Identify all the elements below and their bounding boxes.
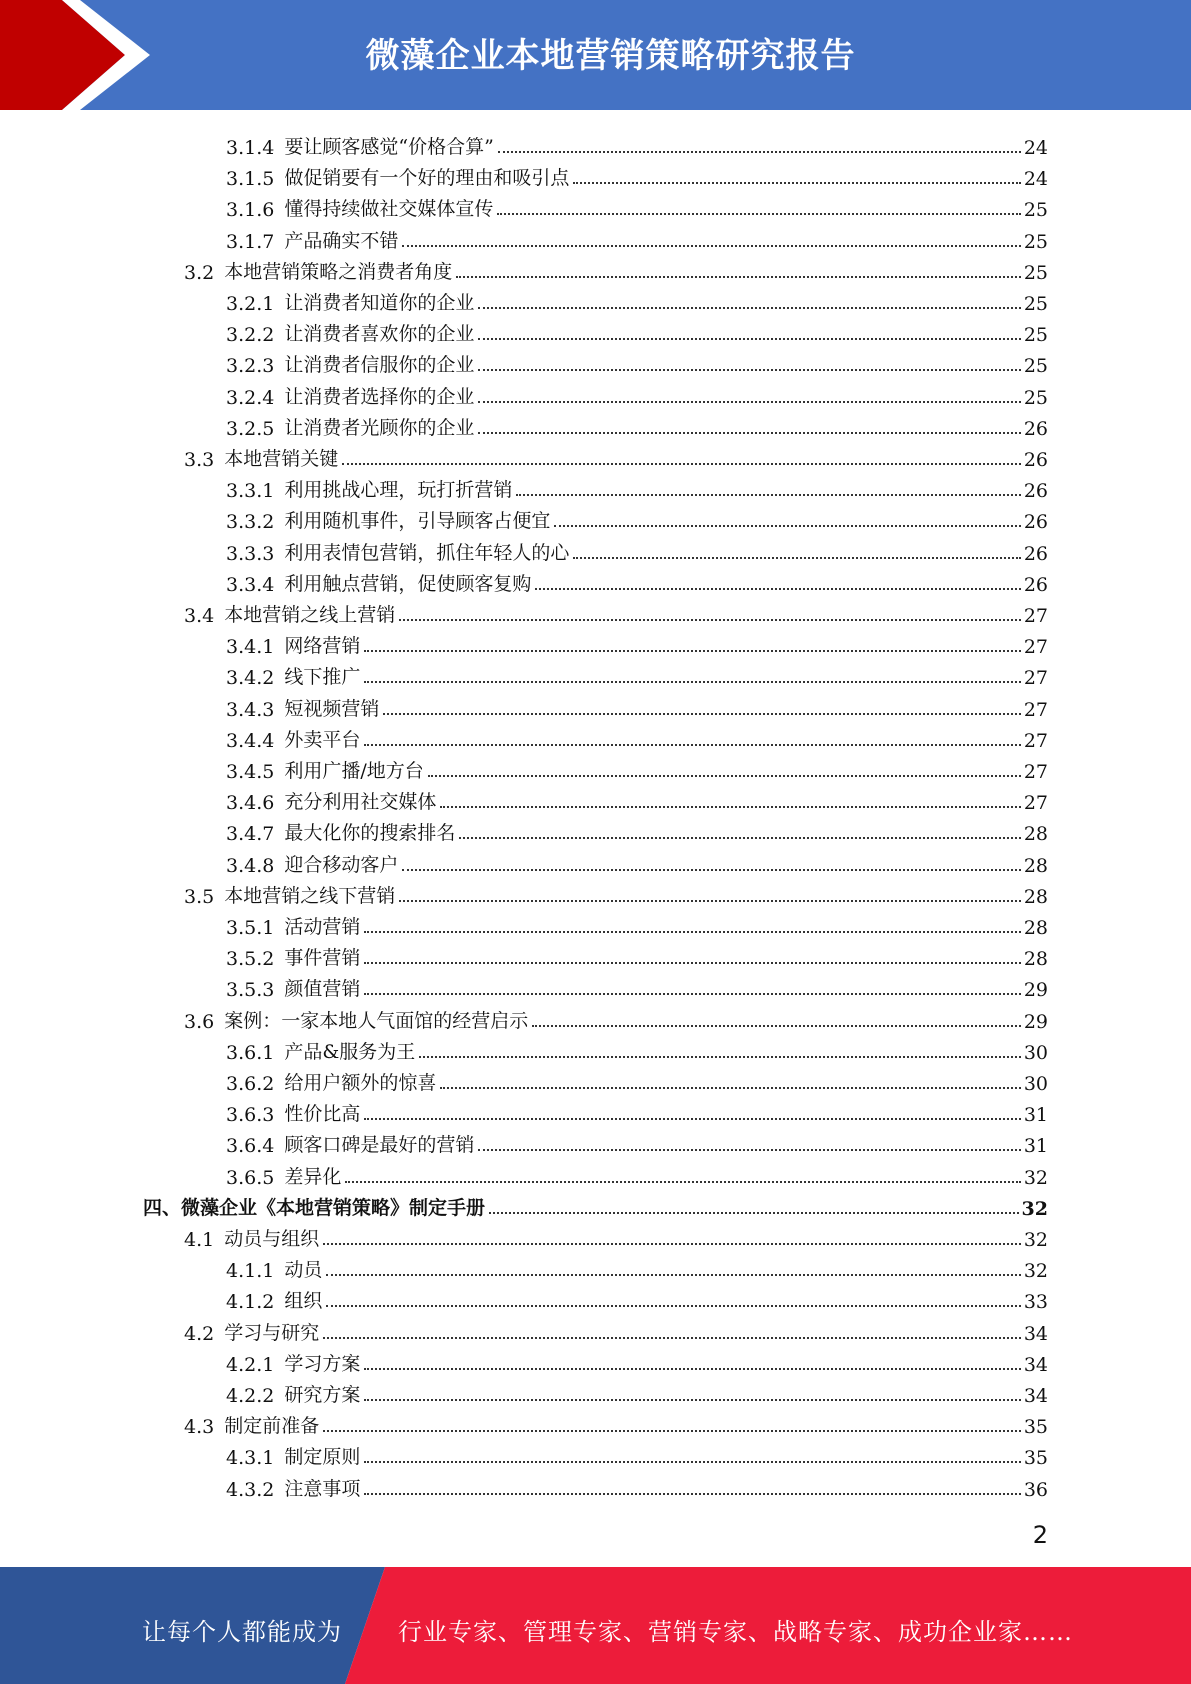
toc-entry[interactable] [226, 534, 1048, 565]
toc-entry-page: 25 [1023, 355, 1048, 378]
toc-entry-page: 26 [1023, 573, 1048, 596]
toc-entry-number: 3.6.5 [226, 1166, 275, 1189]
toc-entry-number: 4.2 [184, 1322, 215, 1345]
toc-entry[interactable] [226, 1158, 1048, 1189]
toc-entry-page: 26 [1023, 417, 1048, 440]
toc-entry-number: 4.2.1 [226, 1353, 275, 1376]
toc-dot-leader [326, 1274, 1020, 1276]
toc-entry-page: 27 [1023, 636, 1048, 659]
toc-entry-title: 动员与组织 [224, 1228, 320, 1250]
toc-entry-page: 31 [1023, 1104, 1048, 1127]
toc-entry[interactable] [184, 1407, 1048, 1438]
toc-dot-leader [364, 744, 1020, 746]
toc-entry-number: 3.4.4 [226, 729, 275, 752]
toc-entry[interactable] [184, 253, 1048, 284]
toc-entry[interactable] [226, 284, 1048, 315]
toc-entry-number: 4.2.2 [226, 1385, 275, 1407]
toc-dot-leader [573, 557, 1020, 559]
toc-dot-leader [489, 1212, 1019, 1214]
toc-entry[interactable] [226, 128, 1048, 159]
toc-entry-page: 36 [1023, 1478, 1048, 1501]
toc-entry-number: 3.5.3 [226, 979, 275, 1002]
toc-entry-number: 4.1.1 [226, 1260, 275, 1283]
toc-dot-leader [478, 369, 1020, 371]
toc-dot-leader [323, 1430, 1021, 1432]
toc-dot-leader [399, 900, 1021, 902]
toc-entry-number: 3.4 [184, 605, 215, 627]
toc-dot-leader [554, 525, 1020, 527]
toc-entry-page: 27 [1023, 761, 1048, 783]
toc-entry[interactable] [226, 908, 1048, 939]
toc-entry-title: 学习与研究 [224, 1321, 320, 1344]
toc-entry[interactable] [226, 1251, 1048, 1282]
toc-entry[interactable] [226, 1470, 1048, 1501]
toc-entry-title: 产品确实不错 [284, 229, 399, 252]
toc-entry-title: 性价比高 [284, 1103, 361, 1126]
toc-entry-page: 30 [1023, 1073, 1048, 1095]
toc-entry-number: 4.3 [184, 1416, 215, 1439]
toc-entry[interactable] [226, 690, 1048, 721]
toc-entry-title: 本地营销之线下营销 [224, 884, 396, 907]
toc-entry-page: 26 [1023, 511, 1048, 534]
toc-entry-title: 充分利用社交媒体 [284, 791, 437, 814]
toc-entry[interactable] [226, 1126, 1048, 1157]
toc-entry-title: 外卖平台 [284, 728, 361, 751]
toc-entry-number: 3.1.4 [226, 137, 275, 159]
toc-entry-title: 颜值营销 [284, 978, 361, 1001]
toc-entry-title: 组织 [284, 1290, 323, 1313]
toc-entry-number: 3.6.4 [226, 1135, 275, 1158]
toc-entry[interactable] [143, 1189, 1048, 1220]
toc-entry-title: 给用户额外的惊喜 [284, 1072, 437, 1094]
toc-entry-page: 32 [1023, 1260, 1048, 1283]
toc-entry-page: 26 [1023, 480, 1048, 503]
toc-entry[interactable] [226, 814, 1048, 845]
toc-dot-leader [383, 713, 1020, 715]
toc-entry-number: 3.4.1 [226, 636, 275, 659]
toc-entry[interactable] [184, 440, 1048, 471]
toc-entry-page: 31 [1023, 1135, 1048, 1158]
toc-entry-page: 32 [1021, 1197, 1048, 1220]
toc-entry[interactable] [226, 471, 1048, 502]
toc-entry[interactable] [226, 346, 1048, 377]
toc-entry-number: 3.3.1 [226, 480, 275, 503]
toc-dot-leader [364, 1368, 1020, 1370]
toc-entry-title: 四、微藻企业《本地营销策略》制定手册 [143, 1196, 486, 1219]
toc-entry[interactable] [226, 1033, 1048, 1064]
toc-entry[interactable] [226, 502, 1048, 533]
toc-dot-leader [456, 276, 1021, 278]
toc-entry-number: 3.1.5 [226, 168, 275, 191]
toc-dot-leader [440, 1087, 1020, 1089]
toc-entry-number: 3.4.3 [226, 698, 275, 721]
toc-entry-title: 制定原则 [284, 1446, 361, 1469]
toc-entry[interactable] [226, 565, 1048, 596]
toc-entry-title: 利用挑战心理，玩打折营销 [284, 479, 513, 502]
toc-entry-page: 27 [1023, 792, 1048, 815]
toc-entry[interactable] [226, 190, 1048, 221]
toc-dot-leader [478, 401, 1020, 403]
toc-entry-number: 3.5.2 [226, 948, 275, 971]
toc-entry[interactable] [226, 378, 1048, 409]
toc-entry-page: 28 [1023, 885, 1048, 908]
toc-dot-leader [323, 1243, 1021, 1245]
toc-dot-leader [440, 806, 1020, 808]
toc-entry[interactable] [226, 1064, 1048, 1095]
toc-entry-page: 25 [1023, 261, 1048, 284]
footer-slogan-right: 行业专家、管理专家、营销专家、战略专家、成功企业家…… [398, 1618, 1073, 1646]
footer-slogan-left: 让每个人都能成为 [142, 1618, 342, 1646]
toc-entry-title: 本地营销策略之消费者角度 [224, 260, 453, 283]
toc-dot-leader [323, 1337, 1021, 1339]
toc-entry-title: 动员 [284, 1259, 323, 1282]
toc-dot-leader [364, 1118, 1020, 1120]
toc-entry[interactable] [184, 1314, 1048, 1345]
toc-entry-page: 28 [1023, 854, 1048, 877]
toc-entry-number: 3.3.3 [226, 542, 275, 565]
toc-entry-page: 25 [1023, 386, 1048, 409]
toc-entry-page: 34 [1023, 1353, 1048, 1376]
toc-entry[interactable] [226, 970, 1048, 1001]
toc-entry-page: 25 [1023, 293, 1048, 315]
toc-entry[interactable] [226, 627, 1048, 658]
toc-entry[interactable] [226, 1376, 1048, 1407]
toc-entry-number: 3.6 [184, 1010, 215, 1033]
toc-entry-page: 27 [1023, 729, 1048, 752]
toc-entry-title: 本地营销关键 [224, 448, 339, 470]
toc-entry-page: 32 [1023, 1229, 1048, 1251]
toc-entry-number: 3.6.1 [226, 1041, 275, 1064]
toc-dot-leader [364, 1493, 1020, 1495]
toc-entry[interactable] [226, 783, 1048, 814]
toc-entry-title: 让消费者信服你的企业 [284, 354, 475, 377]
toc-entry-title: 注意事项 [284, 1477, 361, 1500]
toc-entry-page: 26 [1023, 542, 1048, 565]
toc-entry-title: 最大化你的搜索排名 [284, 822, 456, 845]
toc-entry-title: 线下推广 [284, 666, 361, 689]
toc-entry-page: 30 [1023, 1041, 1048, 1064]
toc-entry[interactable] [226, 1095, 1048, 1126]
toc-dot-leader [345, 1181, 1020, 1183]
toc-dot-leader [364, 681, 1020, 683]
toc-dot-leader [535, 588, 1020, 590]
toc-entry-number: 3.2.1 [226, 293, 275, 315]
toc-entry-title: 迎合移动客户 [284, 853, 399, 876]
toc-entry-page: 35 [1023, 1416, 1048, 1439]
toc-entry[interactable] [226, 752, 1048, 783]
toc-entry-number: 3.2.4 [226, 386, 275, 409]
toc-entry-page: 27 [1023, 605, 1048, 627]
toc-dot-leader [364, 1399, 1020, 1401]
toc-entry-title: 懂得持续做社交媒体宣传 [284, 198, 494, 221]
toc-entry-page: 34 [1023, 1322, 1048, 1345]
toc-entry-page: 25 [1023, 199, 1048, 222]
toc-entry-title: 做促销要有一个好的理由和吸引点 [284, 167, 570, 190]
toc-entry-number: 3.3 [184, 449, 215, 471]
toc-dot-leader [326, 1305, 1020, 1307]
toc-entry[interactable] [226, 658, 1048, 689]
toc-entry-number: 3.5 [184, 885, 215, 908]
toc-entry-page: 32 [1023, 1166, 1048, 1189]
page-footer [0, 1567, 1191, 1684]
toc-entry-title: 利用随机事件，引导顾客占便宜 [284, 510, 551, 533]
toc-entry-page: 27 [1023, 667, 1048, 690]
toc-dot-leader [478, 1149, 1020, 1151]
toc-entry[interactable] [226, 315, 1048, 346]
toc-entry-page: 28 [1023, 917, 1048, 939]
toc-entry[interactable] [184, 1002, 1048, 1033]
toc-entry-title: 事件营销 [284, 947, 361, 970]
toc-dot-leader [497, 213, 1020, 215]
toc-entry[interactable] [226, 846, 1048, 877]
toc-entry[interactable] [184, 1220, 1048, 1251]
toc-entry-page: 35 [1023, 1447, 1048, 1470]
toc-entry[interactable] [226, 159, 1048, 190]
toc-entry-title: 活动营销 [284, 916, 361, 938]
toc-entry-title: 利用触点营销，促使顾客复购 [284, 572, 532, 595]
toc-dot-leader [364, 962, 1020, 964]
toc-entry-title: 案例：一家本地人气面馆的经营启示 [224, 1009, 529, 1032]
toc-entry-number: 3.2.3 [226, 355, 275, 378]
toc-entry-number: 3.4.2 [226, 667, 275, 690]
toc-entry-title: 让消费者喜欢你的企业 [284, 323, 475, 346]
toc-entry-page: 24 [1023, 137, 1048, 159]
toc-entry-title: 网络营销 [284, 635, 361, 658]
toc-entry-page: 25 [1023, 230, 1048, 253]
toc-entry-title: 短视频营销 [284, 697, 380, 720]
toc-entry-page: 27 [1023, 698, 1048, 721]
toc-entry-number: 3.1.7 [226, 230, 275, 253]
toc-entry-number: 3.2.2 [226, 324, 275, 347]
toc-entry-title: 差异化 [284, 1165, 342, 1188]
toc-entry-number: 4.1.2 [226, 1291, 275, 1314]
toc-entry[interactable] [184, 877, 1048, 908]
toc-entry-number: 3.5.1 [226, 917, 275, 939]
toc-entry-number: 3.4.7 [226, 823, 275, 846]
toc-entry[interactable] [226, 1438, 1048, 1469]
toc-entry-number: 4.3.2 [226, 1478, 275, 1501]
toc-entry-number: 3.2.5 [226, 417, 275, 440]
toc-entry[interactable] [226, 1282, 1048, 1313]
toc-dot-leader [516, 494, 1020, 496]
toc-dot-leader [478, 338, 1020, 340]
toc-entry-title: 利用表情包营销，抓住年轻人的心 [284, 541, 570, 564]
toc-entry-title: 要让顾客感觉“价格合算” [284, 136, 494, 158]
toc-entry[interactable] [226, 1345, 1048, 1376]
toc-entry-number: 3.3.2 [226, 511, 275, 534]
toc-entry-title: 产品&服务为王 [284, 1040, 416, 1063]
toc-entry-page: 33 [1023, 1291, 1048, 1314]
toc-dot-leader [428, 775, 1021, 777]
toc-entry[interactable] [226, 409, 1048, 440]
toc-dot-leader [459, 837, 1020, 839]
toc-entry-title: 本地营销之线上营销 [224, 604, 396, 626]
toc-entry-page: 25 [1023, 324, 1048, 347]
page-header [0, 0, 1191, 110]
toc-entry-number: 3.4.6 [226, 792, 275, 815]
toc-entry-title: 研究方案 [284, 1384, 361, 1406]
document-title: 微藻企业本地营销策略研究报告 [365, 36, 856, 76]
toc-entry-page: 26 [1023, 449, 1048, 471]
toc-dot-leader [399, 619, 1021, 621]
toc-entry-title: 让消费者光顾你的企业 [284, 416, 475, 439]
toc-entry-page: 28 [1023, 823, 1048, 846]
toc-dot-leader [364, 650, 1020, 652]
toc-dot-leader [402, 245, 1020, 247]
toc-entry-page: 29 [1023, 979, 1048, 1002]
toc-entry-number: 3.6.2 [226, 1073, 275, 1095]
toc-entry-number: 3.1.6 [226, 199, 275, 222]
toc-entry-number: 3.2 [184, 261, 215, 284]
toc-entry-page: 28 [1023, 948, 1048, 971]
toc-dot-leader [364, 931, 1020, 933]
toc-entry-page: 29 [1023, 1010, 1048, 1033]
toc-dot-leader [364, 1461, 1020, 1463]
toc-entry-number: 4.1 [184, 1229, 215, 1251]
toc-dot-leader [478, 432, 1020, 434]
toc-entry-title: 让消费者选择你的企业 [284, 385, 475, 408]
toc-entry-number: 3.4.8 [226, 854, 275, 877]
toc-entry-number: 3.3.4 [226, 573, 275, 596]
toc-entry-title: 顾客口碑是最好的营销 [284, 1134, 475, 1157]
toc-entry[interactable] [226, 939, 1048, 970]
toc-entry-number: 4.3.1 [226, 1447, 275, 1470]
toc-entry-number: 3.6.3 [226, 1104, 275, 1127]
toc-entry-page: 34 [1023, 1385, 1048, 1407]
toc-entry[interactable] [184, 596, 1048, 627]
toc-dot-leader [532, 1025, 1021, 1027]
toc-dot-leader [478, 307, 1020, 309]
toc-dot-leader [342, 463, 1021, 465]
toc-dot-leader [498, 151, 1021, 153]
page-number: 2 [1032, 1521, 1048, 1549]
toc-dot-leader [402, 869, 1020, 871]
toc-entry-title: 利用广播/地方台 [284, 760, 424, 782]
toc-entry-title: 让消费者知道你的企业 [284, 292, 475, 314]
toc-entry-title: 学习方案 [284, 1352, 361, 1375]
toc-dot-leader [364, 993, 1020, 995]
toc-dot-leader [573, 182, 1020, 184]
toc-entry-page: 24 [1023, 168, 1048, 191]
toc-entry[interactable] [226, 222, 1048, 253]
toc-entry-number: 3.4.5 [226, 761, 275, 783]
toc-entry-title: 制定前准备 [224, 1415, 320, 1438]
toc-entry[interactable] [226, 721, 1048, 752]
toc-dot-leader [419, 1056, 1021, 1058]
